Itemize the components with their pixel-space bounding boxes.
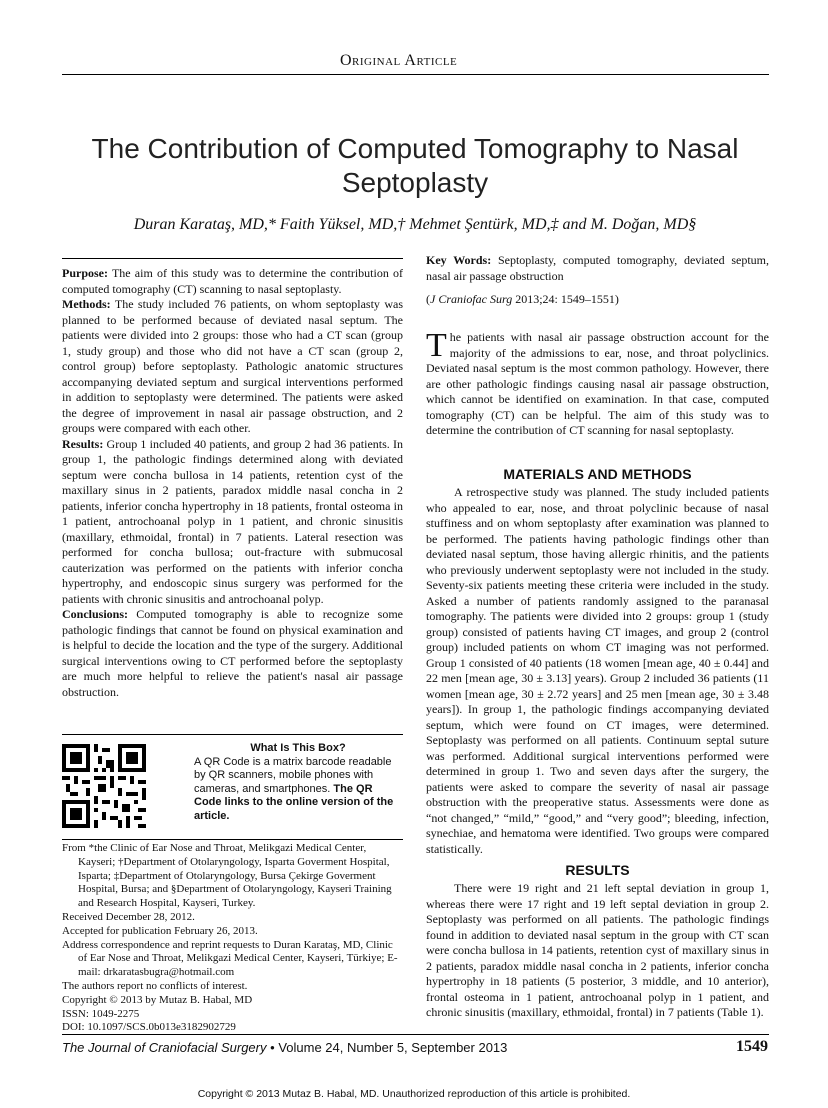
author-list: Duran Karataş, MD,* Faith Yüksel, MD,† Mehmet Şentürk, MD,‡ and M. Doğan, MD§ (133, 216, 697, 233)
keywords-paragraph (426, 253, 769, 284)
qr-code-icon[interactable] (62, 744, 146, 828)
volume-info: Volume 24, Number 5, September 2013 (278, 1040, 508, 1055)
intro-text: he patients with nasal air passage obstruction account for the majority of the admissions to ear, nose, and throat polyclinics. Deviated nasal septum is the most common pathology. However, there are other pathologic findings causing nasal air passage obstruction, which cannot be identified on examination. In that case, computed tomography (CT) can be helpful. The aim of this study was to determine the contribution of CT scanning for nasal septoplasty. (426, 330, 769, 437)
citation-journal: J Craniofac Surg (430, 292, 513, 306)
copyright-line: Copyright © 2013 by Mutaz B. Habal, MD (62, 993, 253, 1006)
results-paragraph: There were 19 right and 21 left septal deviation in group 1, whereas there were 17 right and 19 left septal deviation in group 2. Septoplasty was performed on all patients. The pathologic findings found in addition to deviated nasal septum in the group with CT scan were concha bullosa in 14 patients, retention cyst of maxillary sinus in 2 patients, paradox middle nasal concha in 2 patients, inferior concha hypertrophy in 18 patients (5 posterior, 3 middle, and 10 anterior), frontal osteoma in 1 patient, antrochoanal polyp in 1 patient, and chronic sinusitis (maxillary, ethmoidal, frontal) in 7 patients (Table 1). (426, 881, 769, 1019)
qr-title: What Is This Box? (250, 742, 346, 754)
abstract (62, 266, 403, 700)
keywords-label: Key Words: (426, 253, 492, 267)
drop-cap: T (426, 327, 447, 364)
footer-separator: • (270, 1040, 275, 1055)
issn: ISSN: 1049-2275 (62, 1007, 140, 1020)
qr-description: A QR Code is a matrix barcode readable by QR scanners, mobile phones with cameras, and smartphones. (194, 755, 392, 795)
citation-details: 2013;24: 1549–1551) (515, 292, 619, 306)
conclusions-text: Computed tomography is able to recognize some pathologic findings that cannot be found on physical examination and is helpful to decide the location and the type of the surgery. Additional surgical interventions owing to CT performed before the septoplasty are much more helpful to relieve the patient's nasal air passage obstruction. (62, 607, 404, 699)
methods-paragraph: A retrospective study was planned. The study included patients who appealed to ear, nose, and throat polyclinic because of nasal stuffiness and on whom septoplasty after examination was planned to be performed. The patients having pathologic findings other than deviated nasal septum, those having allergic rhinitis, and the patients who previously underwent septoplasty were not included in the study. Seventy-six patients meeting these criteria were included in the study. Asked a number of patients randomly assigned to the paranasal tomography. The patients were divided into 2 groups: group 1 (study group) consisted of patients having CT images, and group 2 (control group) included patients on whom CT imaging was not performed. Group 1 consisted of 40 patients (18 women [mean age, 40 ± 0.44] and 22 men [mean age, 30 ± 3.13] years). Group 2 included 36 patients (11 women [mean age, 30 ± 2.72 years] and 25 men [mean age, 30 ± 3.48 years]). In group 1, the pathologic findings accompanying deviated septum, which were found on CT images, were determined. Septoplasty was performed on all patients. Continuum septal suture was performed. Additional surgical interventions performed were determined in group 1. Two and seven days after the surgery, the patients were asked to compare the severity of nasal air passage obstruction with the preoperative status. Assessments were done as “not changed,” “mild,” “good,” and “very good”; bleeding, infection, synechiae, and hematoma were identified. Two groups were compared statistically. (426, 485, 769, 856)
introduction (426, 327, 769, 439)
methods-label: Methods: (62, 297, 111, 311)
accepted-date: Accepted for publication February 26, 2013. (62, 924, 258, 937)
keywords (426, 253, 769, 284)
abstract-rule (62, 258, 403, 259)
journal-name: The Journal of Craniofacial Surgery (62, 1040, 267, 1055)
doi: DOI: 10.1097/SCS.0b013e3182902729 (62, 1021, 236, 1034)
correspondence-address: Address correspondence and reprint requests to Duran Karataş, MD, Clinic of Ear Nose and Throat, Melikgazi Medical Center, Kayseri, Türkiye; E-mail: drkaratasbugra@hotmail.com (62, 938, 398, 979)
qr-box (62, 740, 403, 836)
abstract-purpose (62, 266, 403, 297)
results-text: Group 1 included 40 patients, and group 2 had 36 patients. In group 1, the pathologic findings determined along with deviated septum were concha bullosa in 14 patients, retention cyst of the maxillary sinus in 2 patients, paradox middle nasal concha in 2 patients, inferior concha hypertrophy in 18 patients, frontal osteoma in 1 patient, antrochoanal polyp in 1 patient, and chronic sinusitis (maxillary, ethmoidal, frontal) in 7 patients. Lateral resection was performed for concha bullosa; out-fracture with submucosal cauterization was performed on the patients with inferior concha hypertrophy, and endoscopic sinus surgery was performed for the patients with chronic sinusitis and antrochoanal polyp. (62, 436, 403, 606)
results-heading: RESULTS (565, 862, 630, 878)
conflict-statement: The authors report no conflicts of interest. (62, 979, 248, 992)
section-label: Original Article (340, 52, 458, 69)
keywords-text: Septoplasty, computed tomography, deviated septum, nasal air passage obstruction (426, 253, 770, 283)
citation: (J Craniofac Surg 2013;24: 1549–1551) (426, 292, 619, 306)
qr-explanation (194, 742, 402, 823)
footer-rule (62, 1034, 769, 1035)
qr-rule (62, 734, 403, 735)
qr-link-text: The QR Code links to the online version of the article. (194, 782, 394, 822)
received-date: Received December 28, 2012. (62, 910, 195, 923)
abstract-conclusions (62, 607, 403, 700)
copyright-notice: Copyright © 2013 Mutaz B. Habal, MD. Unauthorized reproduction of this article is prohibited. (197, 1088, 631, 1100)
journal-footer (62, 1040, 507, 1055)
methods-heading: MATERIALS AND METHODS (503, 466, 692, 482)
affiliation-rule (62, 839, 403, 840)
results-body (426, 881, 769, 1021)
purpose-label: Purpose: (62, 266, 108, 280)
abstract-results (62, 437, 403, 608)
methods-body (426, 485, 769, 857)
article-title: The Contribution of Computed Tomography to Nasal Septoplasty (91, 133, 739, 198)
purpose-text: The aim of this study was to determine the contribution of computed tomography (CT) scanning to nasal septoplasty. (62, 266, 403, 296)
methods-text: The study included 76 patients, on whom septoplasty was planned to be performed because of deviated nasal septum. The patients were divided into 2 groups: those who had a CT scan (group 1, study group) and those who did not have a CT scan (group 2, control group) before septoplasty. Pathologic anatomic structures accompanying deviated septum and surgical interventions performed in addition to septoplasty were determined. The patients were asked the degree of improvement in nasal air passage obstruction, and 2 groups were compared with each other. (62, 297, 403, 435)
page-number: 1549 (736, 1038, 768, 1055)
affiliation-from: From *the Clinic of Ear Nose and Throat, Melikgazi Medical Center, Kayseri; †Department of Otolaryngology, Isparta Goverment Hospital, Isparta; ‡Department of Otolaryngology, Bursa Çekirge Goverment Hospital, Bursa; and §Department of Otolaryngology, Kayseri Training and Research Hospital, Kayseri, Turkey. (62, 842, 392, 910)
results-label: Results: (62, 436, 104, 451)
affiliations (62, 842, 403, 1035)
conclusions-label: Conclusions: (62, 607, 129, 621)
header-rule (62, 74, 769, 75)
abstract-methods (62, 297, 403, 437)
